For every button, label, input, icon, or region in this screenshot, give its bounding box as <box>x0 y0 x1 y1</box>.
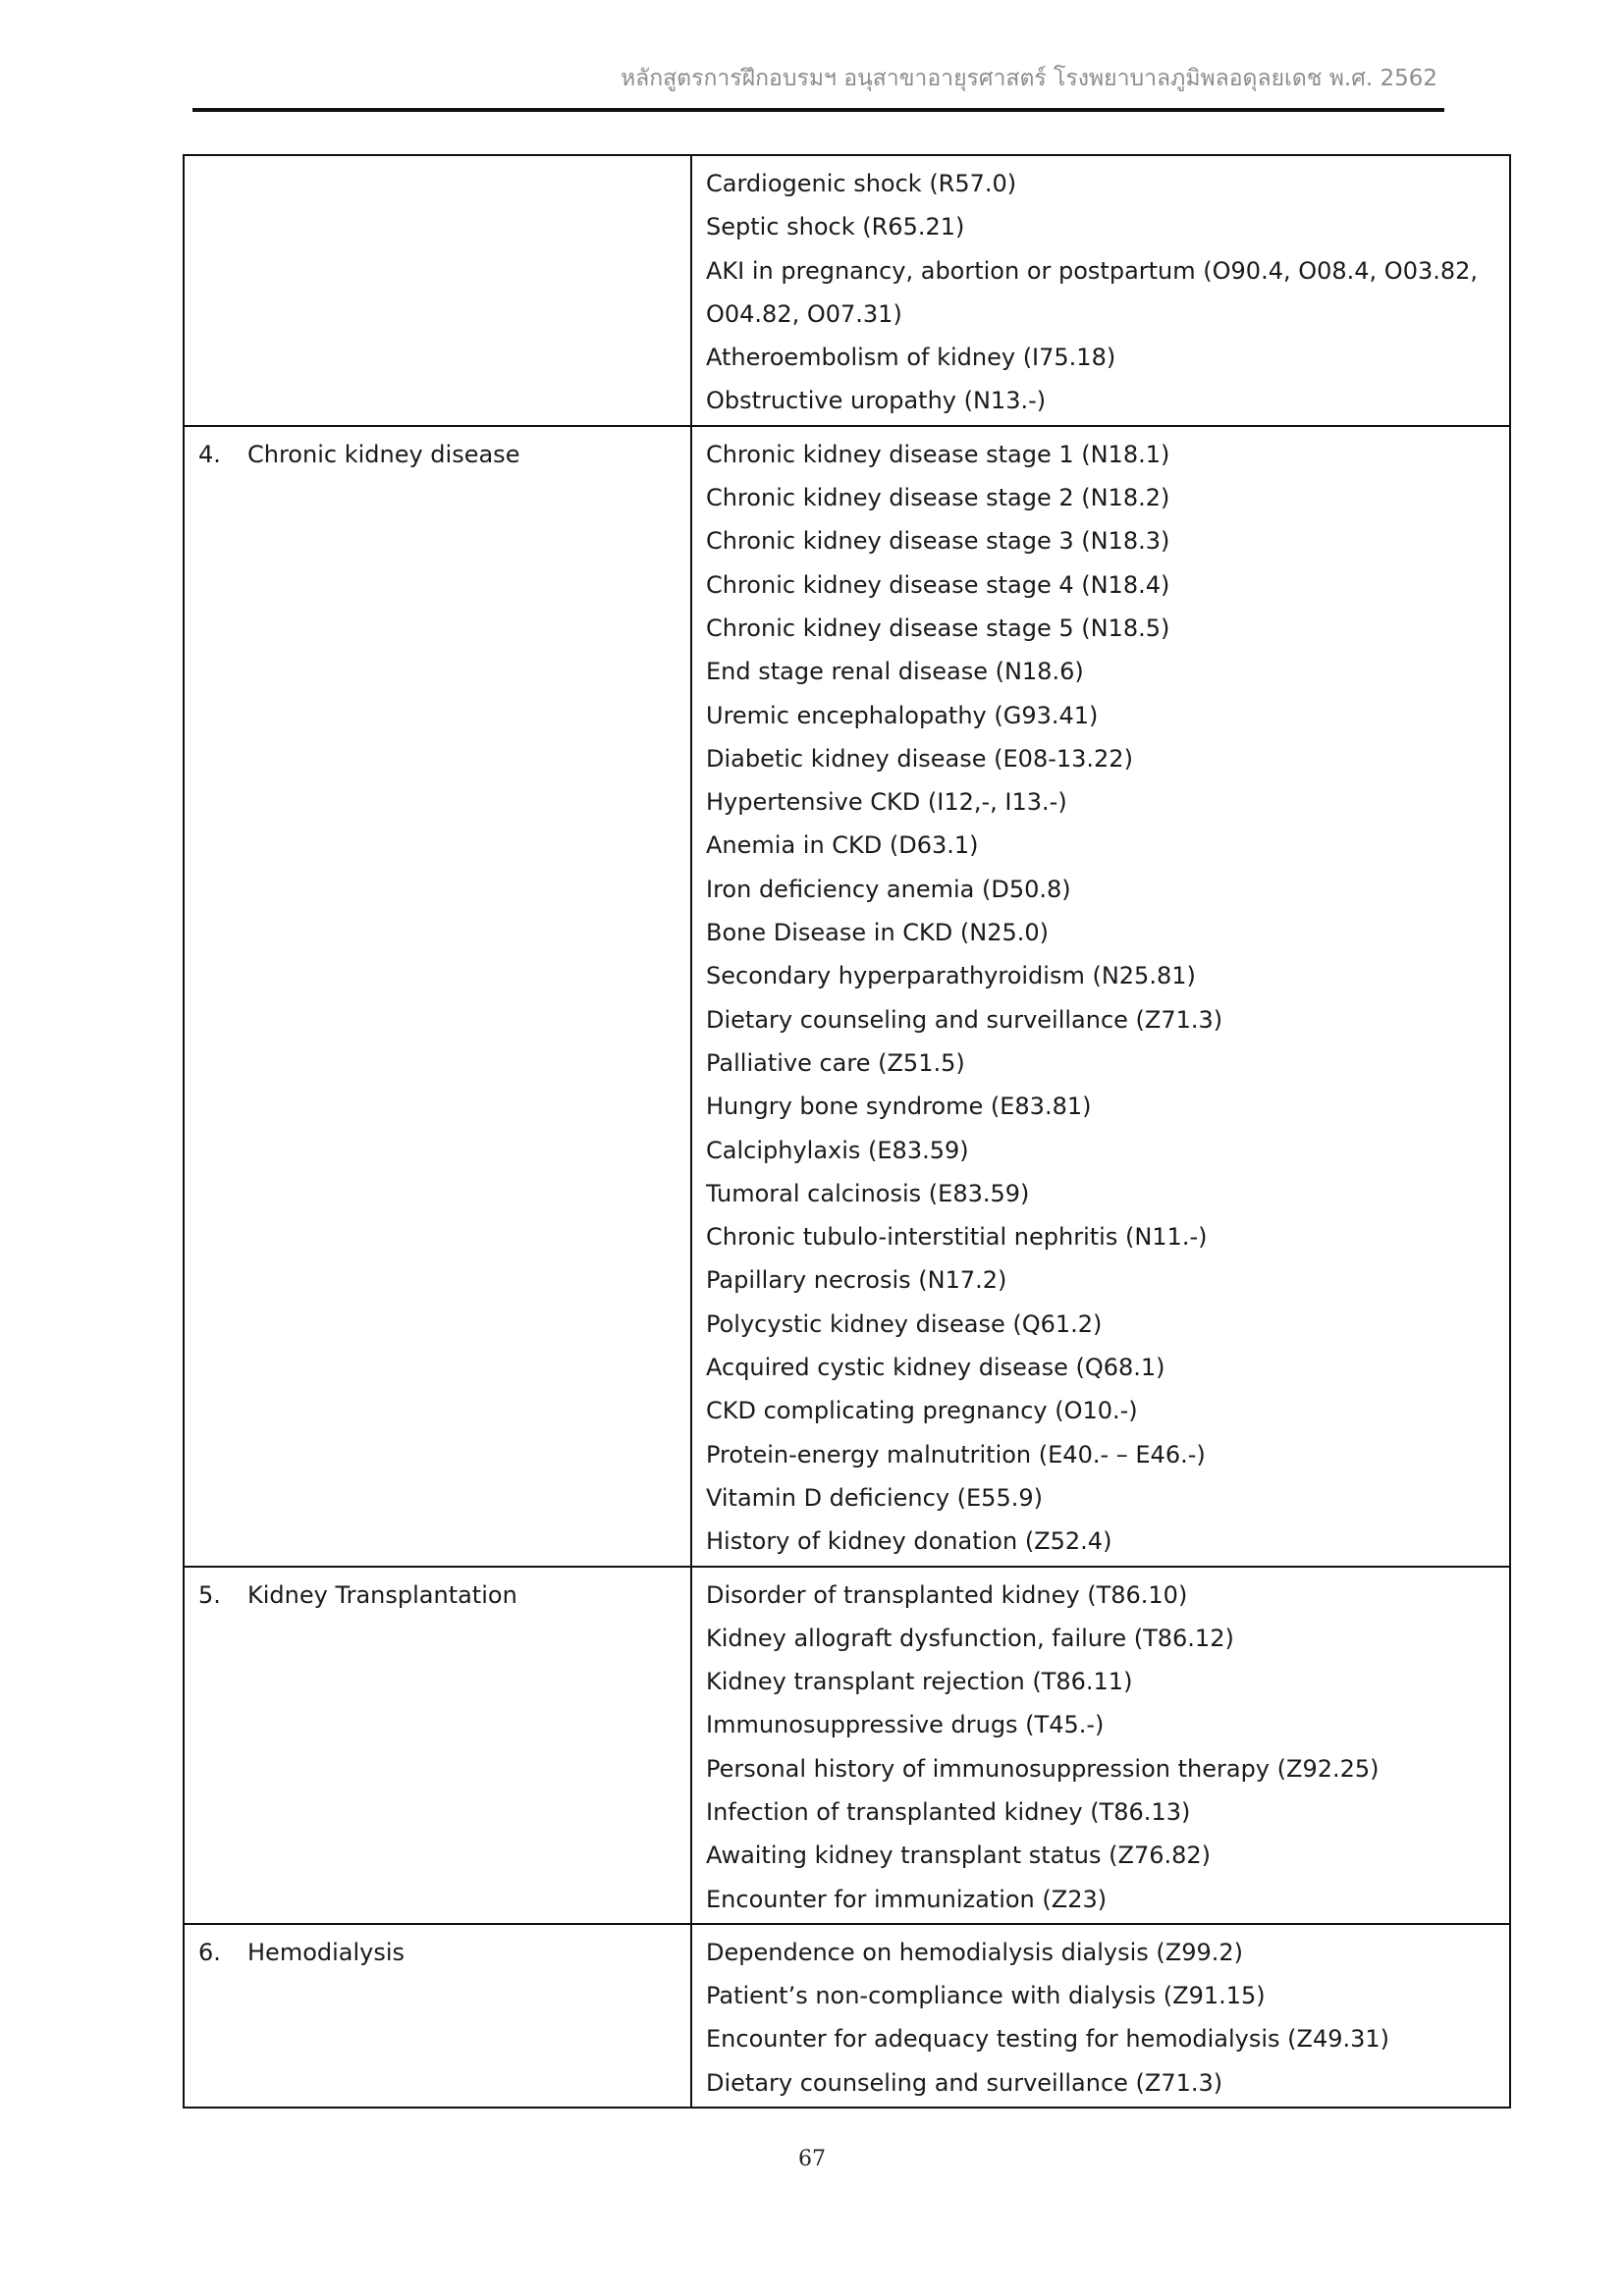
category-cell <box>184 1924 691 2108</box>
diagnosis-line: Diabetic kidney disease (E08-13.22) <box>706 744 1133 773</box>
diagnosis-line: Disorder of transplanted kidney (T86.10) <box>706 1580 1188 1609</box>
category-label <box>198 433 677 476</box>
diagnosis-line: Protein-energy malnutrition (E40.- – E46.-) <box>706 1440 1206 1468</box>
category-number: 5. <box>198 1580 221 1609</box>
diagnosis-line: Awaiting kidney transplant status (Z76.82) <box>706 1842 1212 1870</box>
table-row <box>184 426 1510 1567</box>
diagnosis-line: Tumoral calcinosis (E83.59) <box>706 1179 1030 1207</box>
diagnosis-line: Chronic tubulo-interstitial nephritis (N11.-) <box>706 1223 1208 1252</box>
codes-cell <box>691 1924 1510 2108</box>
diagnosis-line: Acquired cystic kidney disease (Q68.1) <box>706 1354 1165 1382</box>
diagnosis-line: Septic shock (R65.21) <box>706 213 965 241</box>
category-cell <box>184 426 691 1567</box>
diagnosis-line: Personal history of immunosuppression therapy (Z92.25) <box>706 1754 1380 1783</box>
diagnosis-line: Iron deficiency anemia (D50.8) <box>706 875 1071 903</box>
header-rule <box>192 108 1444 112</box>
diagnosis-line: Encounter for adequacy testing for hemodialysis (Z49.31) <box>706 2025 1390 2054</box>
category-name: Kidney Transplantation <box>247 1580 517 1609</box>
category-number: 4. <box>198 440 221 468</box>
diagnosis-line: Polycystic kidney disease (Q61.2) <box>706 1309 1103 1338</box>
diagnosis-line: Chronic kidney disease stage 3 (N18.3) <box>706 527 1170 556</box>
diagnosis-line: Dependence on hemodialysis dialysis (Z99.2) <box>706 1938 1243 1966</box>
category-name: Chronic kidney disease <box>247 440 520 468</box>
category-cell <box>184 1567 691 1924</box>
diagnosis-line: Uremic encephalopathy (G93.41) <box>706 701 1099 729</box>
diagnosis-line: Kidney transplant rejection (T86.11) <box>706 1668 1133 1696</box>
diagnosis-line: Encounter for immunization (Z23) <box>706 1885 1108 1913</box>
table-body <box>184 155 1510 2108</box>
category-label <box>198 1931 677 1974</box>
diagnosis-line: Chronic kidney disease stage 2 (N18.2) <box>706 484 1170 512</box>
table-row <box>184 155 1510 426</box>
diagnosis-line: Secondary hyperparathyroidism (N25.81) <box>706 962 1196 990</box>
page-number: 67 <box>798 2147 826 2171</box>
diagnosis-line: Dietary counseling and surveillance (Z71.3) <box>706 2068 1223 2097</box>
diagnosis-line: CKD complicating pregnancy (O10.-) <box>706 1397 1138 1425</box>
diagnosis-line: Bone Disease in CKD (N25.0) <box>706 919 1050 947</box>
diagnosis-line: Cardiogenic shock (R57.0) <box>706 170 1017 197</box>
diagnosis-line: Vitamin D deficiency (E55.9) <box>706 1483 1043 1512</box>
codes-cell <box>691 1567 1510 1924</box>
category-cell <box>184 155 691 426</box>
diagnosis-line: Palliative care (Z51.5) <box>706 1048 965 1077</box>
category-label <box>198 1574 677 1617</box>
diagnosis-line: Chronic kidney disease stage 4 (N18.4) <box>706 570 1170 599</box>
diagnosis-line: AKI in pregnancy, abortion or postpartum (O90.4, O08.4, O03.82, <box>706 256 1479 285</box>
diagnosis-line: Chronic kidney disease stage 1 (N18.1) <box>706 440 1170 468</box>
codes-cell <box>691 155 1510 426</box>
diagnosis-line: Kidney allograft dysfunction, failure (T86.12) <box>706 1624 1234 1652</box>
diagnosis-line: Papillary necrosis (N17.2) <box>706 1266 1007 1295</box>
diagnosis-line: Hypertensive CKD (I12,-, I13.-) <box>706 788 1067 817</box>
diagnosis-line: Hungry bone syndrome (E83.81) <box>706 1093 1092 1121</box>
diagnosis-line: History of kidney donation (Z52.4) <box>706 1527 1112 1556</box>
table-row <box>184 1924 1510 2108</box>
page-header: หลักสูตรการฝึกอบรมฯ อนุสาขาอายุรศาสตร์ โรงพยาบาลภูมิพลอดุลยเดช พ.ศ. 2562 <box>620 66 1437 91</box>
diagnosis-line: Dietary counseling and surveillance (Z71.3) <box>706 1005 1223 1034</box>
diagnosis-line: Patient’s non-compliance with dialysis (Z91.15) <box>706 1982 1266 2010</box>
diagnosis-code-table <box>183 154 1511 2109</box>
diagnosis-line: End stage renal disease (N18.6) <box>706 658 1084 686</box>
diagnosis-line: Chronic kidney disease stage 5 (N18.5) <box>706 614 1170 642</box>
category-name: Hemodialysis <box>247 1938 406 1966</box>
diagnosis-line: Infection of transplanted kidney (T86.13) <box>706 1797 1191 1826</box>
codes-cell <box>691 426 1510 1567</box>
diagnosis-line: Atheroembolism of kidney (I75.18) <box>706 344 1116 372</box>
diagnosis-line: Anemia in CKD (D63.1) <box>706 831 979 860</box>
table-row <box>184 1567 1510 1924</box>
category-number: 6. <box>198 1938 221 1966</box>
diagnosis-line: Calciphylaxis (E83.59) <box>706 1136 969 1164</box>
diagnosis-line: Obstructive uropathy (N13.-) <box>706 387 1047 415</box>
diagnosis-line: Immunosuppressive drugs (T45.-) <box>706 1711 1105 1739</box>
diagnosis-line: O04.82, O07.31) <box>706 299 902 328</box>
